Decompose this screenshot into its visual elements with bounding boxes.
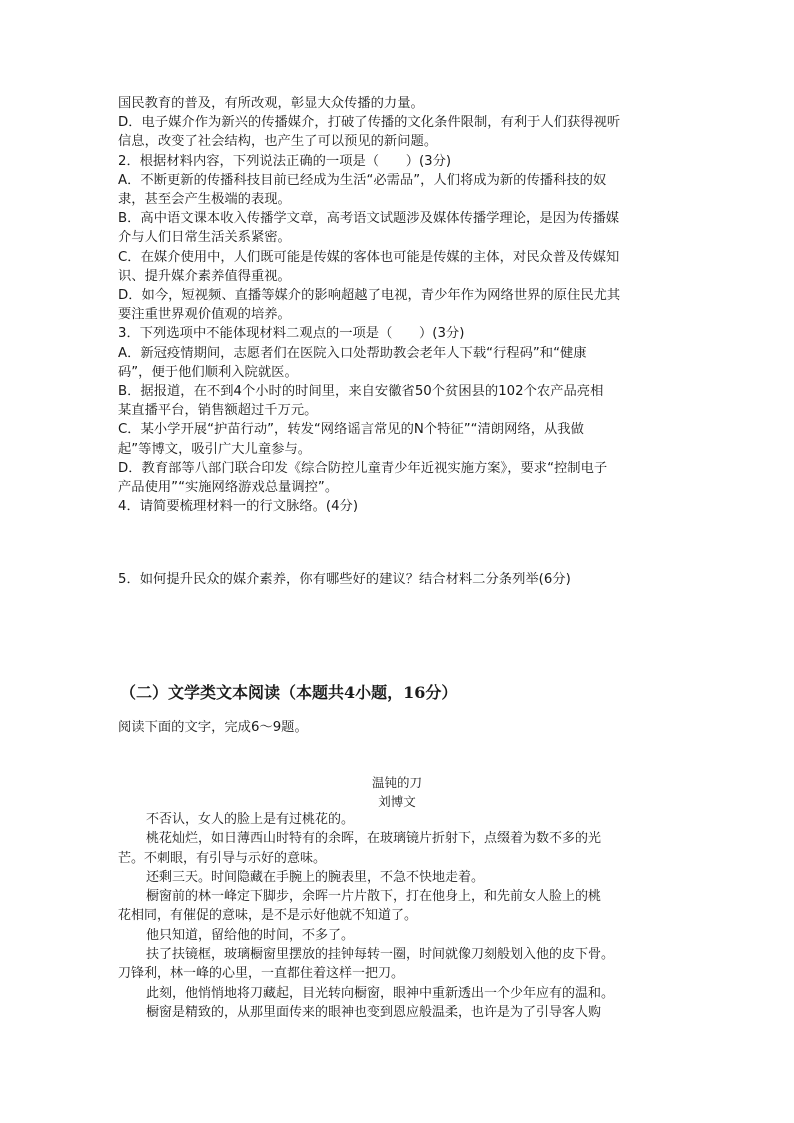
text-line: 3．下列选项中不能体现材料二观点的一项是（ ）(3分) — [118, 326, 465, 342]
text-line: 4．请简要梳理材料一的行文脉络。(4分) — [118, 499, 359, 515]
text-line: D．教育部等八部门联合印发《综合防控儿童青少年近视实施方案》，要求“控制电子 — [118, 460, 608, 476]
text-line: 产品使用”“实施网络游戏总量调控”。 — [118, 480, 339, 496]
text-line: B．据报道，在不到4个小时的时间里，来自安徽省50个贫困县的102个农产品亮相 — [118, 384, 604, 400]
text-line: D．电子媒介作为新兴的传播媒介，打破了传播的文化条件限制，有利于人们获得视听 — [118, 115, 621, 131]
question-5-text: 5．如何提升民众的媒介素养，你有哪些好的建议？结合材料二分条列举(6分) — [118, 572, 571, 587]
story-author: 刘博文 — [378, 794, 416, 809]
text-line: A．新冠疫情期间，志愿者们在医院入口处帮助教会老年人下载“行程码”和“健康 — [118, 345, 587, 361]
story-line: 花相同，有催促的意味，是不是示好他就不知道了。 — [118, 908, 418, 924]
text-line: D．如今，短视频、直播等媒介的影响超越了电视，青少年作为网络世界的原住民尤其 — [118, 288, 621, 304]
story-line: 扶了扶镜框，玻璃橱窗里摆放的挂钟每转一圈，时间就像刀刻般划入他的皮下骨。 — [146, 947, 615, 963]
text-line: C．在媒介使用中，人们既可能是传媒的客体也可能是传媒的主体，对民众普及传媒知 — [118, 249, 620, 265]
text-line: 起”等博文，吸引广大儿童参与。 — [118, 441, 312, 457]
story-title: 温钝的刀 — [371, 775, 422, 790]
text-line: 介与人们日常生活关系紧密。 — [118, 230, 291, 246]
question-5 — [118, 570, 678, 589]
text-line: 识、提升媒介素养值得重视。 — [118, 268, 291, 284]
story-line: 橱窗前的林一峰定下脚步，余晖一片片散下，打在他身上，和先前女人脸上的桃 — [146, 889, 602, 905]
story-body — [118, 810, 688, 1022]
story-line: 此刻，他悄悄地将刀藏起，目光转向橱窗，眼神中重新透出一个少年应有的温和。 — [146, 985, 615, 1001]
text-line: 国民教育的普及，有所改观，彰显大众传播的力量。 — [118, 96, 424, 111]
text-line: B．高中语文课本收入传播学文章，高考语文试题涉及媒体传播学理论，是因为传播媒 — [118, 211, 620, 227]
text-line: 信息，改变了社会结构，也产生了可以预见的新问题。 — [118, 134, 438, 150]
story-line: 他只知道，留给他的时间，不多了。 — [146, 927, 355, 943]
text-line: 隶，甚至会产生极端的表现。 — [118, 192, 291, 208]
exam-questions-block — [118, 94, 678, 516]
reading-instruction: 阅读下面的文字，完成6～9题。 — [118, 720, 308, 735]
story-line: 不否认，女人的脸上是有过桃花的。 — [146, 812, 355, 827]
text-line: C．某小学开展“护苗行动”，转发“网络谣言常见的N个特征”“清朗网络，从我做 — [118, 422, 584, 438]
section-heading: （二）文学类文本阅读（本题共4小题，16分） — [120, 683, 458, 702]
story-line: 还剩三天。时间隐藏在手腕上的腕表里，不急不快地走着。 — [146, 869, 485, 885]
story-line: 橱窗是精致的，从那里面传来的眼神也变到恩应般温柔，也许是为了引导客人购 — [146, 1004, 602, 1020]
story-line: 芒。不刺眼，有引导与示好的意味。 — [118, 850, 327, 866]
text-line: 要注重世界观价值观的培养。 — [118, 307, 291, 323]
story-line: 桃花灿烂，如日薄西山时特有的余晖，在玻璃镜片折射下，点缀着为数不多的光 — [146, 831, 602, 847]
text-line: 2．根据材料内容，下列说法正确的一项是（ ）(3分) — [118, 153, 452, 169]
text-line: 某直播平台，销售额超过千万元。 — [118, 403, 318, 419]
text-line: 码”，便于他们顺利入院就医。 — [118, 364, 298, 380]
story-line: 刀锋利，林一峰的心里，一直都住着这样一把刀。 — [118, 966, 405, 982]
text-line: A．不断更新的传播科技目前已经成为生活“必需品”，人们将成为新的传播科技的奴 — [118, 172, 607, 188]
